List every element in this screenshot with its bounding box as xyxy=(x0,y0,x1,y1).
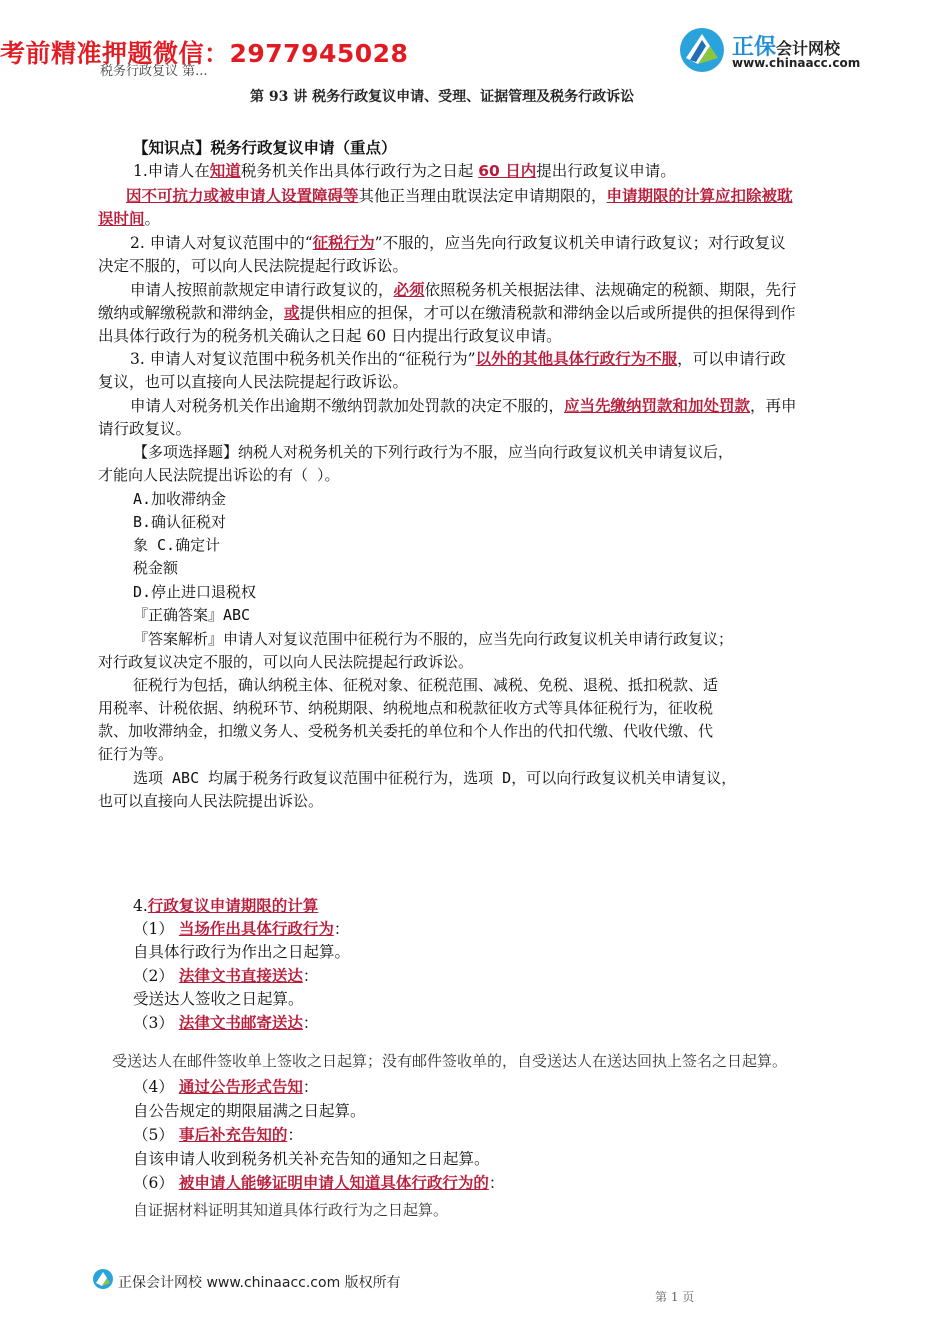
kp-para-4: 3. 申请人对复议范围中税务机关作出的“征税行为”以外的其他具体行政行为不服，可以申请行政 xyxy=(130,350,786,368)
logo-url: www.chinaacc.com xyxy=(732,56,861,70)
question-stem: 【多项选择题】纳税人对税务机关的下列行政行为不服，应当向行政复议机关申请复议后， xyxy=(133,443,734,461)
kp-para-1: 1.申请人在知道税务机关作出具体行政行为之日起 60 日内提出行政复议申请。 xyxy=(133,162,676,180)
answer-explanation-7: 选项 ABC 均属于税务行政复议范围中征税行为，选项 D，可以向行政复议机关申请复议， xyxy=(133,769,737,787)
option-b-c: 象 C.确定计 xyxy=(133,536,221,554)
correct-answer: 『正确答案』ABC xyxy=(133,606,251,624)
answer-explanation-4: 用税率、计税依据、纳税环节、纳税期限、纳税地点和税款征收方式等具体征税行为，征收税 xyxy=(98,699,714,717)
kp-para-2: 2. 申请人对复议范围中的“征税行为”不服的，应当先向行政复议机关申请行政复议；对行政复议 xyxy=(130,234,786,252)
option-a: A.加收滞纳金 xyxy=(133,490,227,508)
option-d: D.停止进口退税权 xyxy=(133,583,257,601)
period-section-title: 4.行政复议申请期限的计算 xyxy=(133,897,319,915)
question-stem-cont: 才能向人民法院提出诉讼的有（ ）。 xyxy=(98,466,340,484)
kp-para-2-cont: 决定不服的，可以向人民法院提起行政诉讼。 xyxy=(98,257,409,275)
answer-explanation-6: 征行为等。 xyxy=(98,745,174,763)
lecture-title-cut: 第 93 讲 税务行政复议申请、受理、证据管理及税务行政诉讼 xyxy=(250,89,635,105)
kp-para-4-cont: 复议，也可以直接向人民法院提起行政诉讼。 xyxy=(98,373,409,391)
period-item-2: （2） 法律文书直接送达： xyxy=(133,967,319,985)
period-item-1-desc: 自具体行政行为作出之日起算。 xyxy=(133,943,351,961)
option-b: B.确认征税对 xyxy=(133,513,227,531)
page-number: 第 1 页 xyxy=(655,1290,695,1304)
answer-explanation-2: 对行政复议决定不服的，可以向人民法院提起行政诉讼。 xyxy=(98,653,474,671)
period-item-5-desc: 自该申请人收到税务机关补充告知的通知之日起算。 xyxy=(133,1150,490,1168)
footer-copyright: 正保会计网校 www.chinaacc.com 版权所有 xyxy=(118,1275,401,1291)
answer-explanation-5: 款、加收滞纳金，扣缴义务人、受税务机关委托的单位和个人作出的代扣代缴、代收代缴、代 xyxy=(98,722,714,740)
kp-para-3-cont: 缴纳或解缴税款和滞纳金，或提供相应的担保，才可以在缴清税款和滞纳金以后或所提供的担保得到作 xyxy=(98,304,796,322)
kp-para-3-cont2: 出具体行政行为的税务机关确认之日起 60 日内提出行政复议申请。 xyxy=(98,327,562,345)
answer-explanation-8: 也可以直接向人民法院提出诉讼。 xyxy=(98,792,324,810)
kp-para-3: 申请人按照前款规定申请行政复议的，必须依照税务机关根据法律、法规确定的税额、期限，先行 xyxy=(130,281,797,299)
kp-para-1b: 因不可抗力或被申请人设置障碍等其他正当理由耽误法定申请期限的，申请期限的计算应扣除被耽 xyxy=(126,187,793,205)
period-item-5: （5） 事后补充告知的： xyxy=(133,1126,303,1144)
period-item-3-desc-cut: 受送达人在邮件签收单上签收之日起算；没有邮件签收单的，自受送达人在送达回执上签名之日起算。 xyxy=(112,1052,788,1070)
kp-para-5: 申请人对税务机关作出逾期不缴纳罚款加处罚款的决定不服的，应当先缴纳罚款和加处罚款，再申 xyxy=(130,397,797,415)
answer-explanation: 『答案解析』申请人对复议范围中征税行为不服的，应当先向行政复议机关申请行政复议； xyxy=(133,630,734,648)
kp-para-1b-cont: 误时间。 xyxy=(98,210,161,228)
knowledge-point-title: 【知识点】税务行政复议申请（重点） xyxy=(133,138,397,157)
footer-logo-icon xyxy=(92,1268,114,1290)
promo-banner: 考前精准押题微信：2977945028 xyxy=(0,39,409,68)
period-item-1: （1） 当场作出具体行政行为： xyxy=(133,920,350,938)
period-item-6-desc-cut: 自证据材料证明其知道具体行政行为之日起算。 xyxy=(133,1201,449,1219)
period-item-4-desc: 自公告规定的期限届满之日起算。 xyxy=(133,1102,366,1120)
period-item-6: （6） 被申请人能够证明申请人知道具体行政行为的： xyxy=(133,1174,505,1192)
option-c-cont: 税金额 xyxy=(133,559,179,577)
period-item-3: （3） 法律文书邮寄送达： xyxy=(133,1014,319,1032)
period-item-4: （4） 通过公告形式告知： xyxy=(133,1078,319,1096)
cut-header-text: 税务行政复议 第... xyxy=(100,64,208,79)
answer-explanation-3: 征税行为包括，确认纳税主体、征税对象、征税范围、减税、免税、退税、抵扣税款、适 xyxy=(133,676,719,694)
logo-brand-name: 正保会计网校 xyxy=(732,35,841,60)
period-item-2-desc: 受送达人签收之日起算。 xyxy=(133,990,304,1008)
kp-para-5-cont: 请行政复议。 xyxy=(98,420,192,438)
